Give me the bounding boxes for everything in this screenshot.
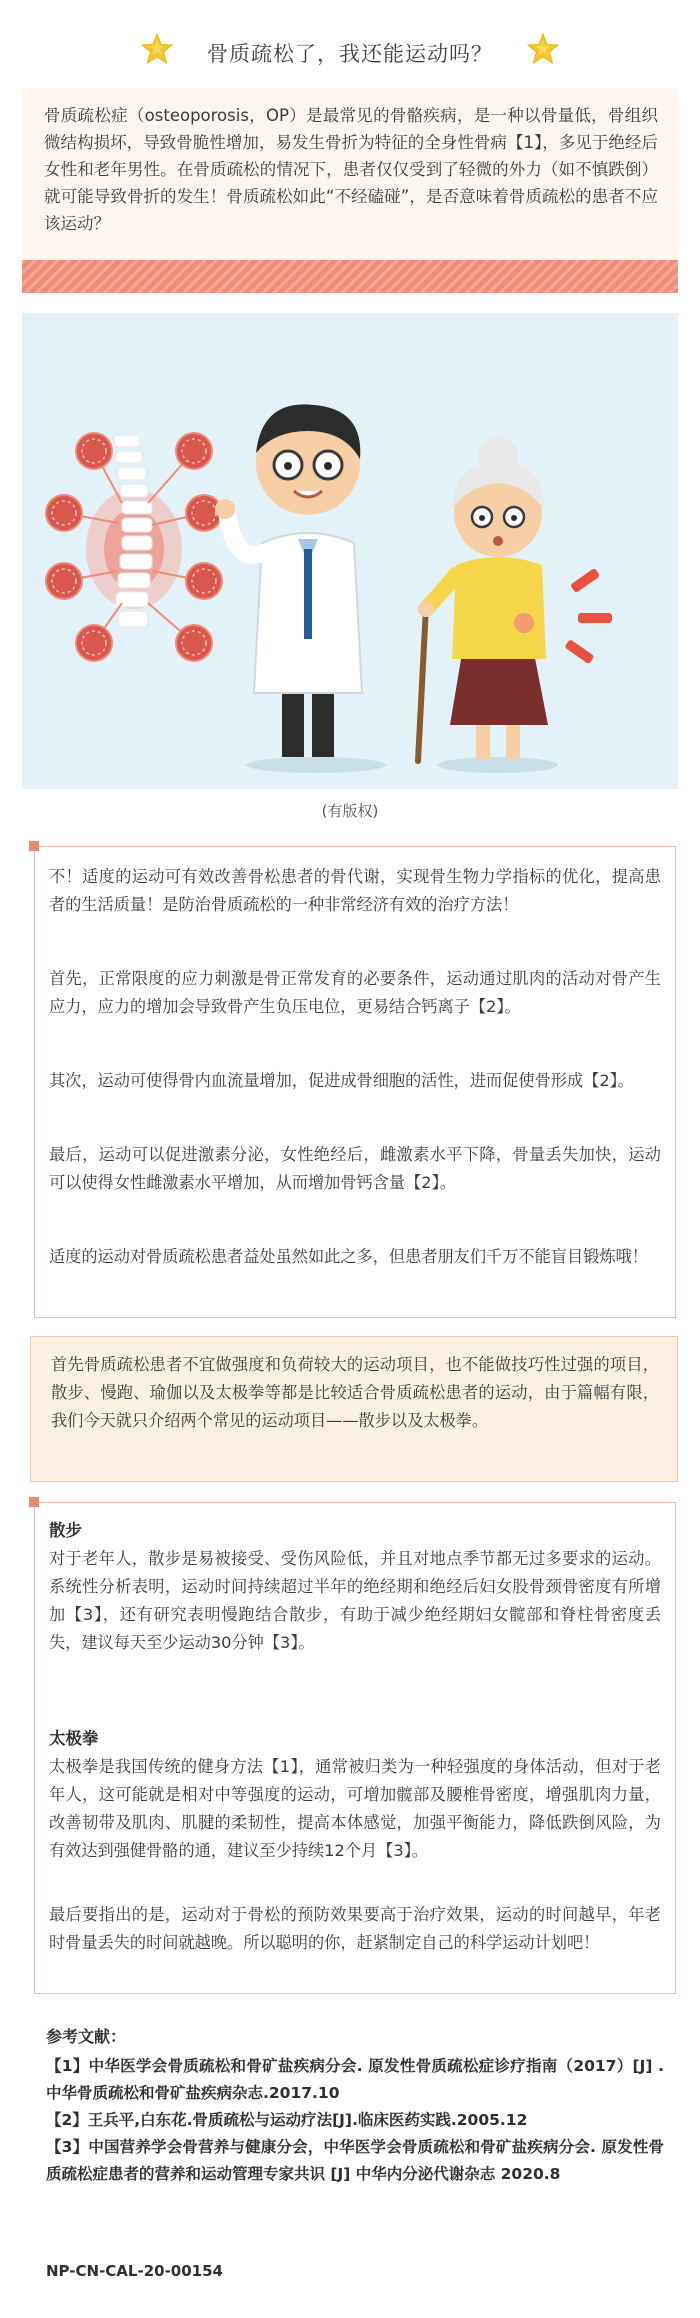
walk-text: 对于老年人，散步是易被接受、受伤风险低，并且对地点季节都无过多要求的运动。系统性分析表明，运动时间持续超过半年的绝经期和绝经后妇女股骨颈骨密度有所增加【3】，还有研究表明慢跑结合散步，有助于减少绝经期妇女髋部和脊柱骨密度丢失，建议每天至少运动30分钟【3】。 (49, 1549, 661, 1652)
benefits-section (34, 846, 676, 1318)
taichi-heading: 太极拳 (49, 1729, 99, 1748)
paragraph: 不！适度的运动可有效改善骨松患者的骨代谢，实现骨生物力学指标的优化，提高患者的生活质量！是防治骨质疏松的一种非常经济有效的治疗方法！ (49, 867, 661, 914)
paragraph: 首先，正常限度的应力刺激是骨正常发育的必要条件，运动通过肌肉的活动对骨产生应力，应力的增加会导致骨产生负压电位，更易结合钙离子【2】。 (49, 969, 661, 1016)
intro-text: 骨质疏松症（osteoporosis，OP）是最常见的骨骼疾病，是一种以骨量低，骨组织微结构损坏，导致骨脆性增加，易发生骨折为特征的全身性骨病【1】，多见于绝经后女性和老年男性。在骨质疏松的情况下，患者仅仅受到了轻微的外力（如不慎跌倒）就可能导致骨折的发生！骨质疏松如此“不经磕碰”，是否意味着骨质疏松的患者不应该运动？ (44, 106, 658, 233)
star-icon (526, 32, 560, 66)
image-caption: (有版权) (321, 802, 379, 820)
doctor-patient-illustration (22, 313, 678, 789)
closing-text: 最后要指出的是，运动对于骨松的预防效果要高于治疗效果，运动的时间越早，年老时骨量丢失的时间就越晚。所以聪明的你，赶紧制定自己的科学运动计划吧！ (49, 1905, 661, 1952)
doctor-figure (215, 404, 386, 773)
elderly-woman-figure (418, 437, 558, 773)
pain-lines (564, 568, 612, 665)
exercise-section (34, 1502, 676, 1994)
recommendation-box (30, 1336, 678, 1482)
corner-decoration (29, 841, 39, 851)
reference-item: 【3】中国营养学会骨营养与健康分会，中华医学会骨质疏松和骨矿盐疾病分会. 原发性骨质疏松症患者的营养和运动管理专家共识 [J] 中华内分泌代谢杂志 2020.8 (46, 2138, 664, 2183)
recommendation-text: 首先骨质疏松患者不宜做强度和负荷较大的运动项目，也不能做技巧性过强的项目，散步、慢跑、瑜伽以及太极拳等都是比较适合骨质疏松患者的运动，由于篇幅有限，我们今天就只介绍两个常见的运动项目——散步以及太极拳。 (51, 1355, 659, 1430)
reference-item: 【2】王兵平,白东花.骨质疏松与运动疗法[J].临床医药实践.2005.12 (46, 2111, 528, 2129)
taichi-text: 太极拳是我国传统的健身方法【1】，通常被归类为一种轻强度的身体活动，但对于老年人，这可能就是相对中等强度的运动，可增加髋部及腰椎骨密度，增强肌肉力量，改善韧带及肌肉、肌腱的柔韧性，提高本体感觉，加强平衡能力，降低跌倒风险，为有效达到强健骨骼的通，建议至少持续12个月【3】。 (49, 1757, 661, 1860)
document-code: NP-CN-CAL-20-00154 (46, 2262, 223, 2280)
intro-box (22, 88, 678, 293)
references (46, 2024, 664, 2188)
reference-item: 【1】中华医学会骨质疏松和骨矿盐疾病分会. 原发性骨质疏松症诊疗指南（2017）[J] .中华骨质疏松和骨矿盐疾病杂志.2017.10 (46, 2057, 664, 2102)
decorative-stripe-bar (22, 260, 678, 293)
walk-heading: 散步 (49, 1521, 82, 1540)
page-title: 骨质疏松了，我还能运动吗？ (207, 42, 493, 66)
article-header (0, 18, 700, 88)
paragraph: 其次，运动可使得骨内血流量增加，促进成骨细胞的活性，进而促使骨形成【2】。 (49, 1071, 634, 1090)
paragraph: 最后，运动可以促进激素分泌，女性绝经后，雌激素水平下降，骨量丢失加快，运动可以使得女性雌激素水平增加，从而增加骨钙含量【2】。 (49, 1145, 661, 1192)
corner-decoration (29, 1497, 39, 1507)
paragraph: 适度的运动对骨质疏松患者益处虽然如此之多，但患者朋友们千万不能盲目锻炼哦！ (49, 1247, 648, 1266)
references-title: 参考文献： (46, 2027, 127, 2046)
